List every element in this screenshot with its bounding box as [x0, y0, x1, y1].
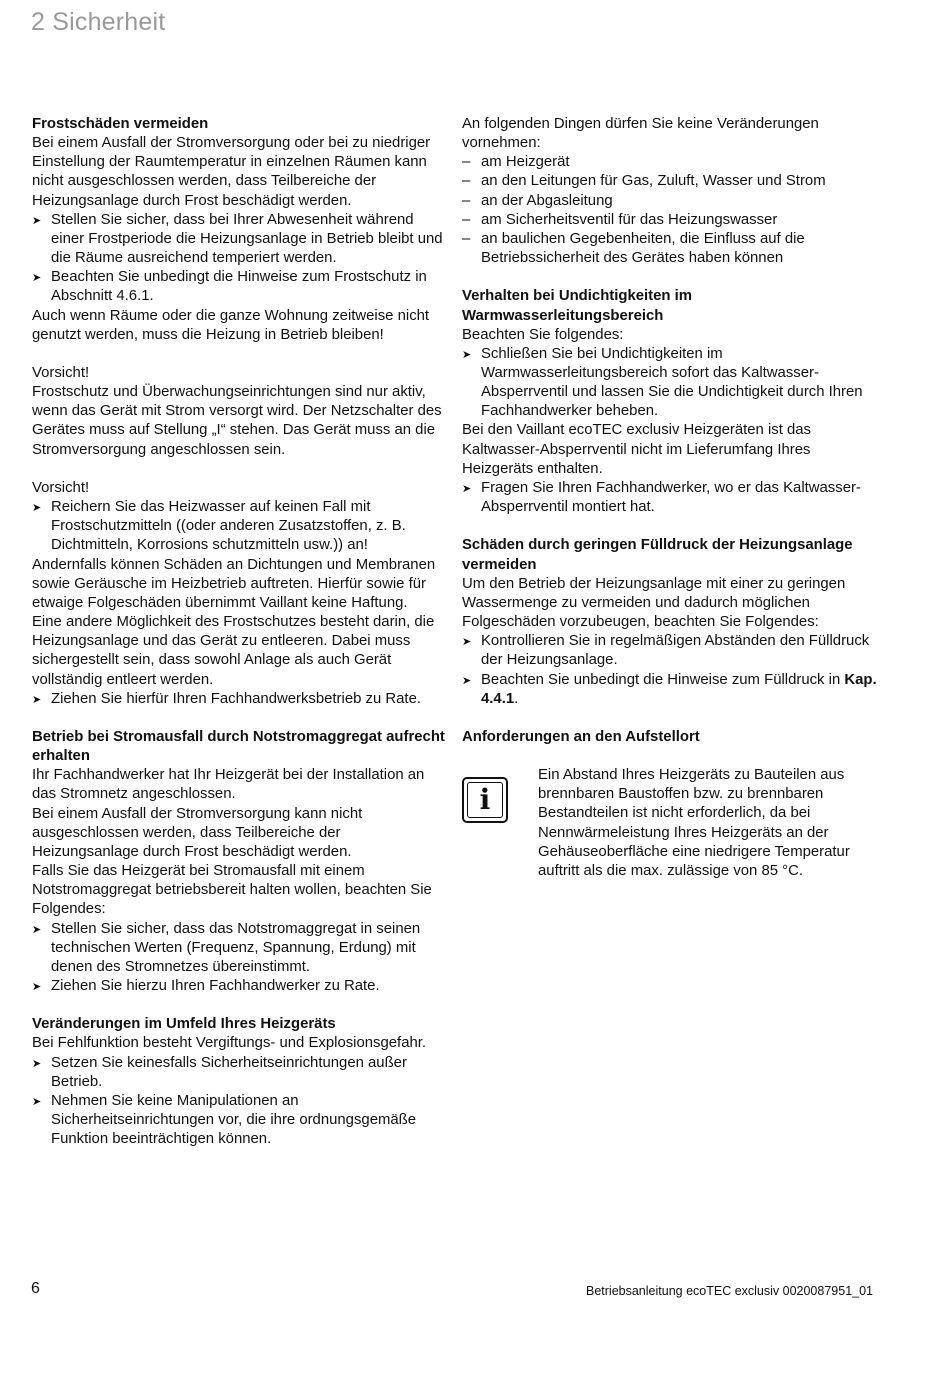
instruction-list: [32, 920, 447, 997]
heading-changes: Veränderungen im Umfeld Ihres Heizgeräts: [32, 1016, 336, 1033]
paragraph: Bei den Vaillant ecoTEC exclusiv Heizgeräten ist das Kaltwasser-Absperrventil nicht im Lieferumfang Ihres Heizgeräts enthalten.: [462, 422, 811, 477]
caution-label: Vorsicht!: [32, 365, 90, 382]
paragraph: Bei einem Ausfall der Stromversorgung oder bei zu niedriger Einstellung der Raumtemperatur in einzelnen Räumen kann nicht ausgeschlossen werden, dass Teilbereiche der Heizungsanlage durch Frost beschädigt werden.: [32, 135, 431, 209]
heading-installation-site: Anforderungen an den Aufstellort: [462, 728, 700, 745]
list-item: ➤ Reichern Sie das Heizwasser auf keinen Fall mit Frostschutzmitteln ((oder anderen Zusatzstoffen, z. B. Dichtmitteln, Korrosions schutzmitteln usw.)) an!: [32, 498, 447, 555]
list-item: – an der Abgasleitung: [462, 192, 882, 211]
info-note: [462, 766, 882, 901]
heading-fill-pressure: Schäden durch geringen Fülldruck der Heizungsanlage vermeiden: [462, 537, 853, 573]
list-item: – am Sicherheitsventil für das Heizungswasser: [462, 211, 882, 230]
instruction-list: [32, 690, 447, 709]
paragraph: An folgenden Dingen dürfen Sie keine Veränderungen vornehmen:: [462, 116, 819, 152]
left-column: [32, 115, 447, 1149]
dash-list: [462, 153, 882, 268]
caution-label: Vorsicht!: [32, 479, 90, 496]
paragraph: Beachten Sie folgendes:: [462, 326, 624, 343]
list-item: ➤ Stellen Sie sicher, dass bei Ihrer Abwesenheit während einer Frostperiode die Heizungsanlage in Betrieb bleibt und die Räume ausreichend temperiert werden.: [32, 211, 447, 268]
info-glyph: i: [479, 783, 491, 817]
instruction-list: [462, 345, 882, 422]
list-item: ➤ Setzen Sie keinesfalls Sicherheitseinrichtungen außer Betrieb.: [32, 1054, 447, 1092]
section-header: 2 Sicherheit: [31, 8, 166, 36]
info-icon: [462, 777, 508, 823]
paragraph: Eine andere Möglichkeit des Frostschutzes besteht darin, die Heizungsanlage und das Gerät zu entleeren. Dabei muss sichergestellt sein, dass sowohl Anlage als auch Gerät vollständig entleert werden.: [32, 614, 435, 688]
chapter-reference: Kap. 4.4.1: [481, 671, 877, 707]
instruction-list: [32, 211, 447, 307]
list-item: [462, 671, 882, 709]
page-number: 6: [31, 1280, 40, 1297]
list-item: ➤ Beachten Sie unbedingt die Hinweise zum Frostschutz in Abschnitt 4.6.1.: [32, 268, 447, 306]
list-item-text: Beachten Sie unbedingt die Hinweise zum Fülldruck in: [481, 671, 845, 688]
list-item: ➤ Ziehen Sie hierzu Ihren Fachhandwerker zu Rate.: [32, 977, 447, 996]
list-item: ➤ Ziehen Sie hierfür Ihren Fachhandwerksbetrieb zu Rate.: [32, 690, 447, 709]
instruction-list: [462, 632, 882, 709]
paragraph: Andernfalls können Schäden an Dichtungen und Membranen sowie Geräusche im Heizbetrieb auftreten. Hierfür sowie für etwaige Folgeschäden übernimmt Vaillant keine Haftung.: [32, 556, 436, 611]
instruction-list: [462, 479, 882, 517]
paragraph: Um den Betrieb der Heizungsanlage mit einer zu geringen Wassermenge zu vermeiden und dadurch möglichen Folgeschäden vorzubeugen, beachten Sie Folgendes:: [462, 575, 846, 631]
paragraph: Frostschutz und Überwachungseinrichtungen sind nur aktiv, wenn das Gerät mit Strom versorgt wird. Der Netzschalter des Gerätes muss auf Stellung „I“ stehen. Das Gerät muss an die Stromversorgung angeschlossen sein.: [32, 384, 442, 458]
list-item-end: .: [514, 690, 519, 707]
list-item: – an baulichen Gegebenheiten, die Einfluss auf die Betriebssicherheit des Gerätes haben können: [462, 230, 882, 268]
list-item: – an den Leitungen für Gas, Zuluft, Wasser und Strom: [462, 172, 882, 191]
paragraph: Auch wenn Räume oder die ganze Wohnung zeitweise nicht genutzt werden, muss die Heizung in Betrieb bleiben!: [32, 307, 430, 343]
paragraph: Bei einem Ausfall der Stromversorgung kann nicht ausgeschlossen werden, dass Teilbereiche der Heizungsanlage durch Frost beschädigt werden.: [32, 805, 363, 860]
heading-leaks: Verhalten bei Undichtigkeiten im Warmwasserleitungsbereich: [462, 288, 693, 324]
paragraph: Ihr Fachhandwerker hat Ihr Heizgerät bei der Installation an das Stromnetz angeschlossen.: [32, 767, 425, 803]
list-item: ➤ Kontrollieren Sie in regelmäßigen Abständen den Fülldruck der Heizungsanlage.: [462, 632, 882, 670]
paragraph: Falls Sie das Heizgerät bei Stromausfall mit einem Notstromaggregat betriebsbereit halten wollen, beachten Sie Folgendes:: [32, 863, 432, 918]
document-title: Betriebsanleitung ecoTEC exclusiv 0020087951_01: [586, 1284, 873, 1298]
paragraph: Bei Fehlfunktion besteht Vergiftungs- und Explosionsgefahr.: [32, 1035, 427, 1052]
heading-frost: Frostschäden vermeiden: [32, 116, 209, 132]
right-column: [462, 115, 882, 901]
list-item: ➤ Stellen Sie sicher, dass das Notstromaggregat in seinen technischen Werten (Frequenz, Spannung, Erdung) mit denen des Stromnetzes übereinstimmt.: [32, 920, 447, 977]
list-item: ➤ Fragen Sie Ihren Fachhandwerker, wo er das Kaltwasser-Absperrventil montiert hat.: [462, 479, 882, 517]
heading-power-outage: Betrieb bei Stromausfall durch Notstromaggregat aufrecht erhalten: [32, 728, 445, 765]
list-item: ➤ Nehmen Sie keine Manipulationen an Sicherheitseinrichtungen vor, die ihre ordnungsgemäße Funktion beeinträchtigen können.: [32, 1092, 447, 1149]
list-item: ➤ Schließen Sie bei Undichtigkeiten im Warmwasserleitungsbereich sofort das Kaltwasser-Absperrventil und lassen Sie die Undichtigkeit durch Ihren Fachhandwerker beheben.: [462, 345, 882, 422]
info-text: Ein Abstand Ihres Heizgeräts zu Bauteilen aus brennbaren Baustoffen bzw. zu brennbaren Bestandteilen ist nicht erforderlich, da bei Nennwärmeleistung Ihres Heizgeräts an der Gehäuseoberfläche eine niedrigere Temperatur auftritt als die max. zulässige von 85 °C.: [538, 767, 850, 879]
instruction-list: [32, 498, 447, 555]
list-item: – am Heizgerät: [462, 153, 882, 172]
instruction-list: [32, 1054, 447, 1150]
